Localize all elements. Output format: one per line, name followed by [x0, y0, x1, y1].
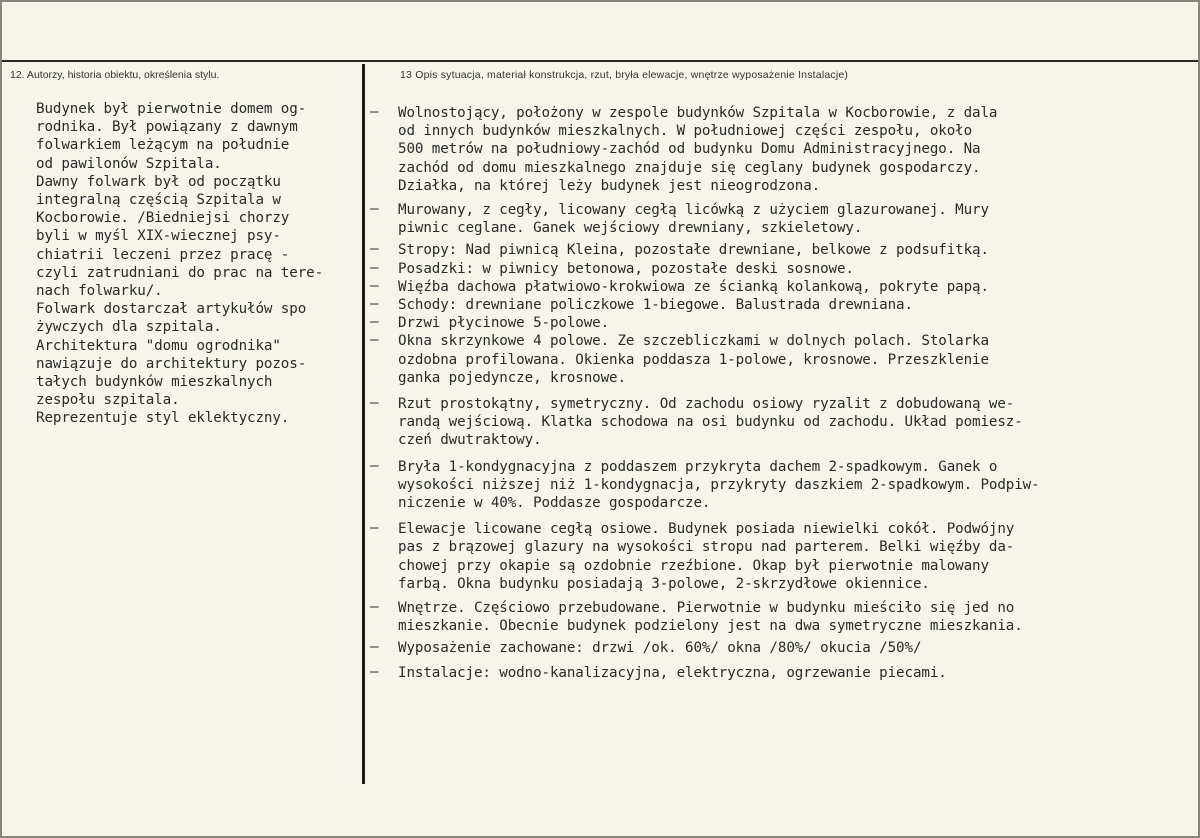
description-line: Posadzki: w piwnicy betonowa, pozostałe deski sosnowe. [398, 260, 854, 277]
description-line: Stropy: Nad piwnicą Kleina, pozostałe drewniane, belkowe z podsufitką. [398, 242, 989, 259]
description-line: Murowany, z cegły, licowany cegłą licówką z użyciem glazurowanej. Mury [398, 202, 989, 219]
description-item [366, 664, 1186, 682]
history-line: czyli zatrudniani do prac na tere- [36, 264, 324, 281]
description-line: farbą. Okna budynku posiadają 3-polowe, 2-skrzydłowe okiennice. [398, 575, 930, 592]
description-item [366, 395, 1186, 450]
description-item [366, 332, 1186, 387]
history-line: nawiązuje do architektury pozos- [36, 355, 307, 372]
list-dash: – [370, 332, 379, 349]
list-dash: – [370, 314, 379, 331]
description-item [366, 599, 1186, 635]
list-dash: – [370, 639, 379, 656]
description-line: czeń dwutraktowy. [398, 432, 542, 449]
history-line: Budynek był pierwotnie domem og- [36, 101, 307, 117]
list-dash: – [370, 663, 379, 680]
description-item [366, 296, 1186, 314]
description-line: Elewacje licowane cegłą osiowe. Budynek posiada niewielki cokół. Podwójny [398, 521, 1015, 538]
description-item [366, 520, 1186, 593]
description-line: Rzut prostokątny, symetryczny. Od zachodu osiowy ryzalit z dobudowaną we- [398, 396, 1015, 413]
description-item [366, 104, 1186, 195]
description-line: Okna skrzynkowe 4 polowe. Ze szczebliczkami w dolnych polach. Stolarka [398, 333, 989, 350]
list-dash: – [370, 277, 379, 294]
description-line: Wolnostojący, położony w zespole budynków Szpitala w Kocborowie, z dala [398, 105, 998, 121]
history-line: byli w myśl XIX-wiecznej psy- [36, 228, 281, 245]
list-dash: – [370, 104, 379, 120]
description-line: ozdobna profilowana. Okienka poddasza 1-polowe, krosnowe. Przeszklenie [398, 351, 989, 368]
description-line: mieszkanie. Obecnie budynek podzielony jest na dwa symetryczne mieszkania. [398, 618, 1023, 635]
description-item [366, 241, 1186, 259]
history-line: Folwark dostarczał artykułów spo [36, 301, 307, 318]
list-dash: – [370, 259, 379, 276]
section-12-heading: 12. Autorzy, historia obiektu, określenia stylu. [10, 69, 220, 81]
description-item [366, 260, 1186, 278]
list-dash: – [370, 520, 379, 537]
description-item [366, 201, 1186, 237]
description-line: Wyposażenie zachowane: drzwi /ok. 60%/ okna /80%/ okucia /50%/ [398, 640, 922, 657]
description-line: od innych budynków mieszkalnych. W południowej części zespołu, około [398, 123, 973, 140]
header-rule [2, 60, 1200, 62]
history-line: integralną częścią Szpitala w [36, 192, 281, 209]
list-dash: – [370, 457, 379, 474]
description-line: ganka pojedyncze, krosnowe. [398, 369, 626, 386]
history-line: nach folwarku/. [36, 283, 163, 300]
description-line: Wnętrze. Częściowo przebudowane. Pierwotnie w budynku mieściło się jed no [398, 600, 1015, 617]
description-item [366, 639, 1186, 657]
description-item [366, 314, 1186, 332]
history-line: żywczych dla szpitala. [36, 319, 222, 336]
history-line: Dawny folwark był od początku [36, 173, 281, 190]
list-dash: – [370, 201, 379, 218]
list-dash: – [370, 395, 379, 412]
history-column [36, 100, 366, 428]
history-line: Kocborowie. /Biedniejsi chorzy [36, 210, 290, 227]
history-line: od pawilonów Szpitala. [36, 155, 222, 172]
description-line: Instalacje: wodno-kanalizacyjna, elektryczna, ogrzewanie piecami. [398, 664, 947, 681]
description-column [366, 104, 1186, 682]
description-line: randą wejściową. Klatka schodowa na osi budynku od zachodu. Układ pomiesz- [398, 414, 1023, 431]
description-line: piwnic ceglane. Ganek wejściowy drewniany, szkieletowy. [398, 220, 863, 237]
history-line: folwarkiem leżącym na południe [36, 137, 290, 154]
history-line: chiatrii leczeni przez pracę - [36, 246, 290, 263]
description-line: Drzwi płycinowe 5-polowe. [398, 315, 610, 332]
history-line: Architektura "domu ogrodnika" [36, 337, 281, 354]
history-line: rodnika. Był powiązany z dawnym [36, 119, 298, 136]
description-line: zachód od domu mieszkalnego znajduje się ceglany budynek gospodarczy. [398, 159, 981, 176]
description-line: Schody: drewniane policzkowe 1-biegowe. Balustrada drewniana. [398, 297, 913, 314]
description-line: niczenie w 40%. Poddasze gospodarcze. [398, 495, 711, 512]
description-line: chowej przy okapie są ozdobnie rzeźbione. Okap był pierwotnie malowany [398, 557, 989, 574]
description-line: pas z brązowej glazury na wysokości stropu nad parterem. Belki więźby da- [398, 539, 1015, 556]
description-line: Więźba dachowa płatwiowo-krokwiowa ze ścianką kolankową, pokryte papą. [398, 278, 989, 295]
list-dash: – [370, 296, 379, 313]
section-13-heading: 13 Opis sytuacja, materiał konstrukcja, rzut, bryła elewacje, wnętrze wyposażenie Instalacje) [400, 69, 849, 81]
history-line: zespołu szpitala. [36, 392, 180, 409]
description-line: 500 metrów na południowy-zachód od budynku Domu Administracyjnego. Na [398, 141, 981, 158]
history-line: Reprezentuje styl eklektyczny. [36, 410, 290, 427]
description-line: wysokości niższej niż 1-kondygnacja, przykryty daszkiem 2-spadkowym. Podpiw- [398, 476, 1040, 493]
description-item [366, 458, 1186, 513]
description-line: Działka, na której leży budynek jest nieogrodzona. [398, 177, 821, 194]
description-line: Bryła 1-kondygnacyjna z poddaszem przykryta dachem 2-spadkowym. Ganek o [398, 458, 998, 475]
list-dash: – [370, 241, 379, 258]
list-dash: – [370, 599, 379, 616]
description-item [366, 278, 1186, 296]
history-line: tałych budynków mieszkalnych [36, 374, 273, 391]
